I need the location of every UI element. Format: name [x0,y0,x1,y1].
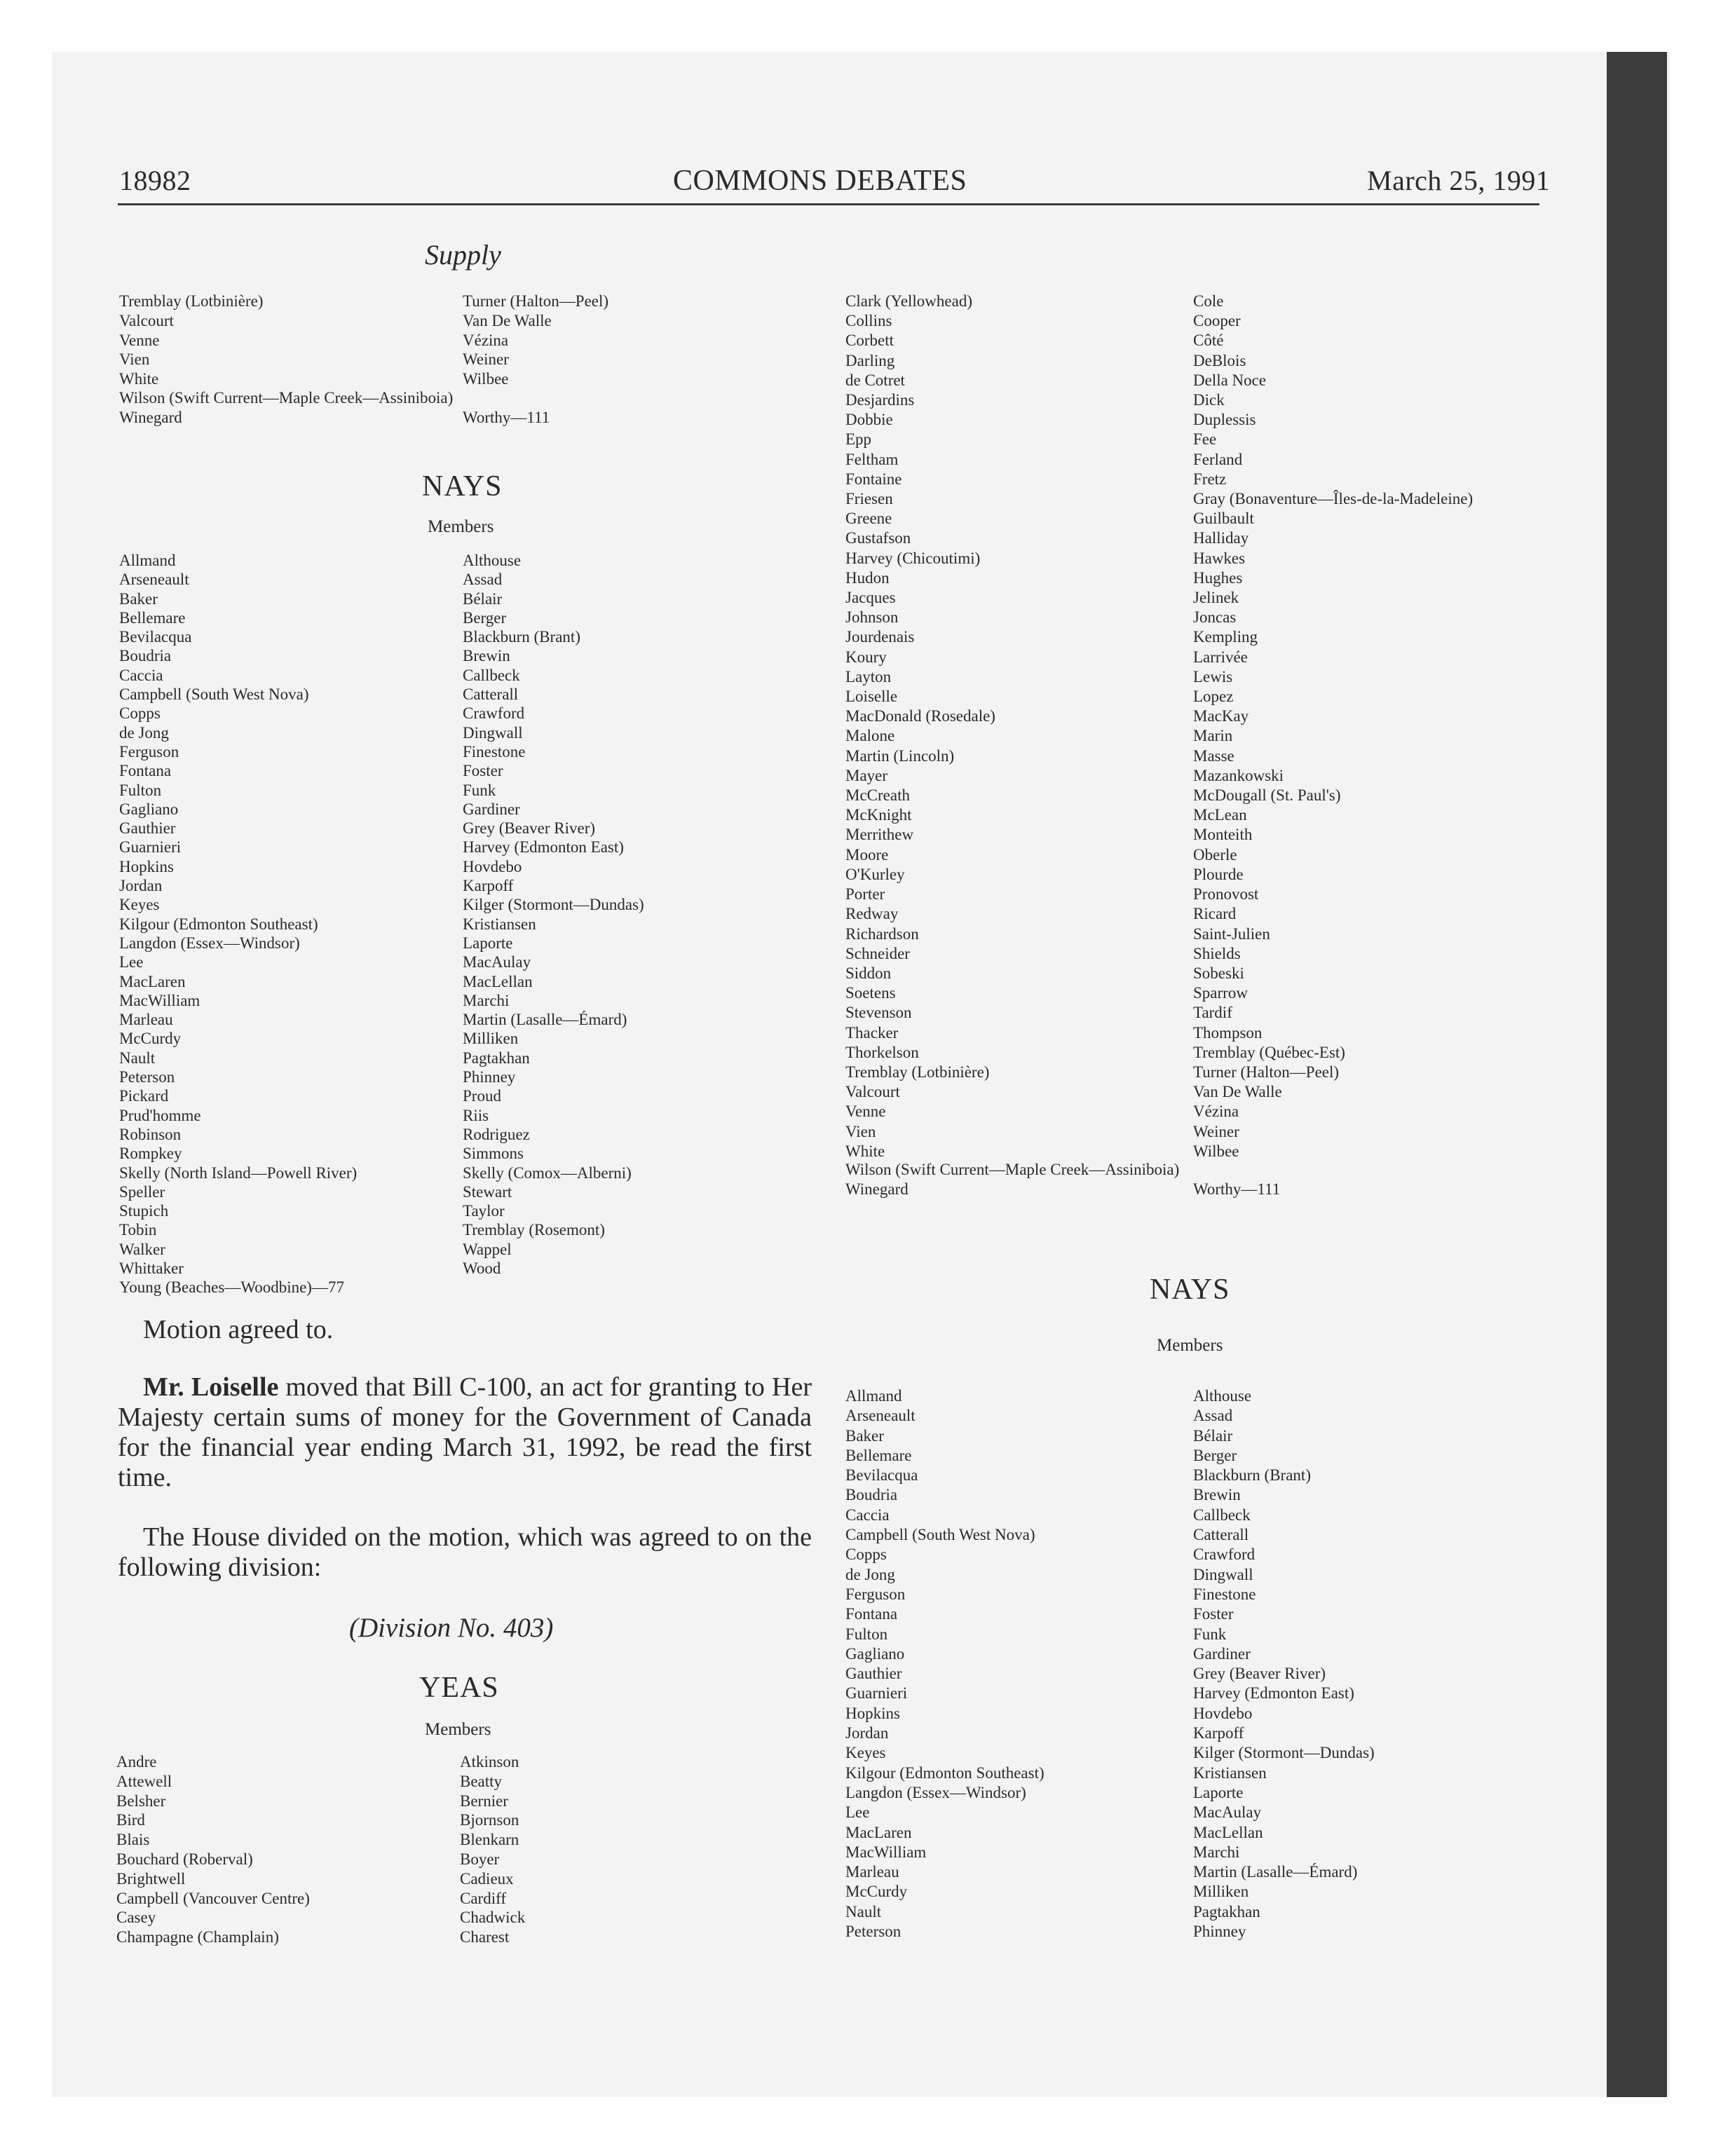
member-entry: Weiner [1193,1122,1239,1140]
member-entry: Blais [116,1831,150,1849]
wide-member-line: Wilson (Swift Current—Maple Creek—Assiniboia) [119,389,454,407]
member-entry: Stupich [119,1202,169,1220]
section-title: Supply [425,239,501,271]
member-entry: Fontana [119,762,172,780]
member-entry: Walker [119,1240,165,1258]
member-entry: Milliken [1193,1883,1249,1901]
member-entry: Jordan [845,1724,889,1742]
member-entry: Berger [463,608,507,627]
member-entry: Skelly (North Island—Powell River) [119,1164,358,1182]
member-entry: Mazankowski [1193,766,1284,784]
member-entry: Wilbee [463,370,509,388]
member-entry: McCurdy [119,1030,182,1048]
member-entry: Mayer [845,766,888,784]
member-entry: Halliday [1193,529,1249,547]
member-entry: Allmand [119,552,176,569]
member-entry: Shields [1193,944,1241,962]
right-yeas-col1 [845,292,995,1161]
member-entry: Beatty [460,1772,503,1790]
member-entry: Ferland [1193,450,1243,468]
member-entry: Kilgour (Edmonton Southeast) [119,915,318,933]
member-entry: Duplessis [1193,411,1256,429]
member-entry: Guarnieri [119,838,182,857]
member-entry: Venne [845,1103,886,1121]
member-entry: McCreath [845,786,910,805]
member-entry: Callbeck [1193,1506,1251,1524]
member-entry: Cole [1193,292,1224,310]
member-entry: Crawford [1193,1546,1256,1564]
member-entry: Casey [116,1909,156,1927]
member-entry: Vézina [1193,1103,1239,1121]
member-entry: Assad [463,571,503,589]
member-entry: Thompson [1193,1023,1263,1042]
member-entry: Rodriguez [463,1125,530,1143]
member-entry: Hughes [1193,568,1243,587]
member-entry: Speller [119,1182,165,1201]
member-entry: Harvey (Edmonton East) [1193,1684,1354,1703]
members-subheading: Members [1157,1336,1223,1355]
member-entry: Turner (Halton—Peel) [1193,1063,1340,1081]
member-entry: Weiner [463,350,509,369]
member-entry: Blackburn (Brant) [463,628,580,646]
member-entry: Allmand [845,1387,902,1405]
member-entry: Moore [845,845,889,864]
yeas-col2 [460,1752,525,1947]
member-entry: Gagliano [845,1644,905,1663]
member-entry: DeBlois [1193,351,1246,369]
member-entry: Finestone [1193,1585,1256,1603]
member-entry: Kilger (Stormont—Dundas) [1193,1744,1375,1762]
member-entry: Tremblay (Rosemont) [463,1221,605,1239]
member-entry: Joncas [1193,608,1237,627]
page-date: March 25, 1991 [1367,165,1551,196]
member-entry: Lee [845,1803,870,1822]
member-entry: McLean [1193,806,1247,824]
member-entry: Bélair [1193,1426,1233,1445]
member-entry: Catterall [1193,1526,1249,1544]
member-entry: Proud [463,1087,501,1105]
member-entry: Chadwick [460,1909,526,1927]
member-entry: Guarnieri [845,1684,908,1703]
member-entry: MacLellan [1193,1823,1263,1841]
top-yeas-col1 [119,292,263,389]
page-number: 18982 [119,165,191,196]
member-entry: Milliken [463,1030,519,1048]
member-entry: Tremblay (Québec-Est) [1193,1043,1345,1061]
member-entry: Karpoff [463,877,514,895]
member-entry: Nault [845,1902,882,1920]
member-entry: Dobbie [845,411,893,429]
member-entry: Gustafson [845,529,911,547]
member-entry: Caccia [119,666,163,684]
member-entry: Fulton [119,781,162,799]
member-entry: Oberle [1193,845,1237,864]
member-entry: Sparrow [1193,984,1248,1002]
member-entry: Young (Beaches—Woodbine)—77 [119,1278,344,1297]
nays2-col2 [1193,1386,1375,1942]
member-entry: Loiselle [845,688,898,706]
member-entry: Ferguson [119,742,179,760]
member-entry: Gauthier [845,1665,902,1683]
member-entry: Boudria [845,1486,898,1504]
member-entry: Sobeski [1193,964,1244,982]
member-entry: Baker [119,589,158,608]
member-entry: Hopkins [119,857,174,875]
motion-text: moved that Bill C-100, an act for granting to Her Majesty certain sums of money for the Government of Canada for the financial year ending March 31, 1992, be read the first time. [118,1372,812,1492]
members-subheading: Members [425,1720,491,1739]
member-entry: MacKay [1193,707,1249,725]
member-entry: Kilgour (Edmonton Southeast) [845,1763,1045,1782]
member-entry: Jelinek [1193,589,1239,607]
member-entry: Soetens [845,984,896,1002]
member-entry: Desjardins [845,391,915,409]
wide-member-line: Wilson (Swift Current—Maple Creek—Assiniboia) [845,1161,1180,1178]
yeas-col1 [116,1752,310,1947]
member-entry: Tobin [119,1221,157,1239]
member-entry: Jacques [845,589,896,607]
member-entry: Foster [1193,1605,1234,1623]
member-entry: Langdon (Essex—Windsor) [845,1783,1026,1801]
member-entry: Champagne (Champlain) [116,1928,279,1946]
member-entry: Blackburn (Brant) [1193,1466,1311,1485]
member-entry: MacDonald (Rosedale) [845,707,995,725]
member-entry: Porter [845,885,885,903]
member-entry: de Cotret [845,371,905,389]
member-entry: Funk [463,781,496,799]
member-entry: Gardiner [1193,1644,1251,1663]
member-entry: Caccia [845,1506,890,1524]
member-entry: Thacker [845,1023,899,1042]
member-entry: Fee [1193,430,1217,449]
member-entry: Monteith [1193,826,1253,844]
member-entry: Winegard [119,409,182,426]
member-entry: Karpoff [1193,1724,1244,1742]
member-entry: Schneider [845,944,910,962]
member-entry: Clark (Yellowhead) [845,292,972,310]
member-entry: Valcourt [845,1083,900,1101]
member-entry: Redway [845,905,899,923]
member-entry: Bellemare [845,1446,912,1464]
member-entry: Kristiansen [1193,1763,1267,1782]
member-entry: Nault [119,1049,156,1067]
member-entry: Della Noce [1193,371,1267,389]
member-entry: Hudon [845,568,890,587]
member-entry: Arseneault [845,1407,916,1425]
member-entry: Pronovost [1193,885,1259,903]
nays-heading: NAYS [1150,1274,1230,1306]
member-entry: MacLaren [845,1823,912,1841]
member-entry: Jordan [119,877,163,895]
member-entry: Funk [1193,1625,1227,1643]
member-entry: Attewell [116,1772,172,1790]
member-entry: Vien [119,350,150,369]
motion-agreed: Motion agreed to. [143,1315,334,1344]
member-entry: White [845,1142,885,1160]
header-rule [118,203,1539,205]
member-entry: Baker [845,1426,884,1445]
member-entry: Malone [845,727,895,745]
binding-edge [1607,52,1667,2097]
member-entry: Belsher [116,1792,166,1810]
member-entry: Skelly (Comox—Alberni) [463,1164,632,1182]
members-subheading: Members [428,517,494,536]
member-entry: Boyer [460,1850,500,1868]
member-entry: Gray (Bonaventure—Îles-de-la-Madeleine) [1193,490,1474,508]
member-entry: Hovdebo [463,857,522,875]
member-entry: MacAulay [463,953,531,971]
member-entry: Dingwall [463,723,523,742]
member-entry: Siddon [845,964,892,982]
member-entry: Boudria [119,647,172,665]
member-entry: Althouse [1193,1387,1252,1405]
member-entry: Peterson [119,1068,175,1086]
member-entry: Masse [1193,746,1234,765]
member-entry: Phinney [1193,1923,1246,1941]
member-entry: Brewin [1193,1486,1241,1504]
member-entry: Bélair [463,589,503,608]
member-entry: Grey (Beaver River) [463,819,596,838]
member-entry: Brightwell [116,1869,186,1888]
member-entry: Langdon (Essex—Windsor) [119,934,300,952]
member-entry: Hovdebo [1193,1704,1253,1722]
division-paragraph: The House divided on the motion, which was agreed to on the following division: [118,1522,812,1582]
member-entry: Andre [116,1753,157,1770]
member-entry: McKnight [845,806,912,824]
member-entry: Phinney [463,1068,516,1086]
member-entry: Keyes [845,1744,886,1762]
member-entry: Stevenson [845,1004,912,1022]
member-entry: Dingwall [1193,1565,1253,1583]
member-entry: Simmons [463,1145,524,1163]
member-entry: Lewis [1193,667,1233,685]
member-entry: Laporte [1193,1783,1244,1801]
member-entry: Copps [119,704,161,723]
member-entry: Bevilacqua [845,1466,918,1485]
member-entry: Assad [1193,1407,1233,1425]
nays2-col1 [845,1386,1045,1942]
member-entry: Johnson [845,608,899,627]
member-entry: Tremblay (Lotbinière) [119,292,264,310]
nays-col1 [119,551,357,1297]
member-entry: Darling [845,351,895,369]
member-entry: Copps [845,1546,887,1564]
member-entry: White [119,370,159,388]
member-entry: Friesen [845,490,893,508]
member-entry: Finestone [463,742,526,760]
member-entry: MacAulay [1193,1803,1262,1822]
member-entry: Côté [1193,332,1224,350]
member-entry: Kristiansen [463,915,536,933]
member-entry: Merrithew [845,826,914,844]
member-entry: Lee [119,953,144,971]
member-entry: Fretz [1193,470,1227,488]
member-entry: Whittaker [119,1259,184,1277]
member-entry: Ferguson [845,1585,906,1603]
member-entry: Richardson [845,925,919,943]
member-entry: Fontaine [845,470,902,488]
member-entry: Harvey (Chicoutimi) [845,549,981,567]
member-entry: Vien [845,1122,876,1140]
member-entry: O'Kurley [845,865,905,883]
member-entry: Marleau [845,1863,899,1881]
member-entry: Wood [463,1259,501,1277]
member-entry: Winegard [845,1180,909,1198]
member-entry: Pickard [119,1087,169,1105]
vote-total: Worthy—111 [463,409,550,426]
member-entry: Bernier [460,1792,508,1810]
member-entry: Pagtakhan [1193,1902,1260,1920]
member-entry: Crawford [463,704,525,723]
member-entry: Gauthier [119,819,176,838]
member-entry: Bouchard (Roberval) [116,1850,253,1868]
member-entry: Valcourt [119,311,174,329]
division-label: (Division No. 403) [349,1613,554,1643]
member-entry: Marin [1193,727,1233,745]
member-entry: Martin (Lasalle—Émard) [1193,1863,1358,1881]
member-entry: MacLellan [463,972,533,990]
member-entry: Kempling [1193,628,1258,646]
member-entry: Prud'homme [119,1106,201,1124]
member-entry: Collins [845,312,892,330]
member-entry: Feltham [845,450,899,468]
member-entry: Catterall [463,685,519,704]
member-entry: Stewart [463,1182,512,1201]
member-entry: Bird [116,1811,145,1829]
member-entry: Bellemare [119,608,186,627]
member-entry: Venne [119,331,160,349]
member-entry: Peterson [845,1923,901,1941]
member-entry: Epp [845,430,872,449]
member-entry: Cooper [1193,312,1241,330]
member-entry: Greene [845,510,892,528]
member-entry: MacLaren [119,972,186,990]
member-entry: Ricard [1193,905,1237,923]
member-entry: McCurdy [845,1883,908,1901]
member-entry: MacWilliam [845,1843,927,1861]
member-entry: Koury [845,648,887,666]
member-entry: Van De Walle [1193,1083,1282,1101]
member-entry: Pagtakhan [463,1049,530,1067]
member-entry: Hawkes [1193,549,1246,567]
member-entry: de Jong [119,723,169,742]
member-entry: Gagliano [119,800,179,818]
speaker-name: Mr. Loiselle [143,1372,279,1402]
vote-total: Worthy—111 [1193,1180,1281,1198]
member-entry: Martin (Lincoln) [845,746,955,765]
member-entry: Campbell (Vancouver Centre) [116,1889,310,1907]
member-entry: Laporte [463,934,513,952]
member-entry: Tremblay (Lotbinière) [845,1063,990,1081]
member-entry: Turner (Halton—Peel) [463,292,609,310]
member-entry: Layton [845,667,892,685]
motion-paragraph [118,1372,812,1493]
member-entry: Jourdenais [845,628,915,646]
member-entry: Vézina [463,331,509,349]
member-entry: Bjornson [460,1811,519,1829]
member-entry: Foster [463,762,503,780]
member-entry: Riis [463,1106,489,1124]
member-entry: Rompkey [119,1145,182,1163]
member-entry: Van De Walle [463,311,552,329]
member-entry: de Jong [845,1565,895,1583]
member-entry: Hopkins [845,1704,900,1722]
member-entry: Thorkelson [845,1043,919,1061]
member-entry: Larrivée [1193,648,1248,666]
member-entry: Bevilacqua [119,628,192,646]
member-entry: Gardiner [463,800,520,818]
member-entry: Wilbee [1193,1142,1239,1160]
member-entry: Fontana [845,1605,898,1623]
member-entry: Callbeck [463,666,520,684]
member-entry: Charest [460,1928,510,1946]
member-entry: Martin (Lasalle—Émard) [463,1011,627,1029]
member-entry: Grey (Beaver River) [1193,1665,1326,1683]
member-entry: Campbell (South West Nova) [119,685,309,704]
member-entry: Saint-Julien [1193,925,1270,943]
member-entry: Robinson [119,1125,182,1143]
member-entry: Corbett [845,332,894,350]
member-entry: Guilbault [1193,510,1254,528]
member-entry: Lopez [1193,688,1234,706]
member-entry: Marleau [119,1011,173,1029]
nays-col2 [463,551,644,1278]
member-entry: Tardif [1193,1004,1232,1022]
nays-heading: NAYS [422,470,503,503]
member-entry: Keyes [119,896,160,914]
yeas-heading: YEAS [419,1672,499,1704]
member-entry: Taylor [463,1202,505,1220]
member-entry: Cardiff [460,1889,507,1907]
member-entry: Harvey (Edmonton East) [463,838,624,857]
member-entry: Arseneault [119,571,189,589]
member-entry: Kilger (Stormont—Dundas) [463,896,644,914]
member-entry: Cadieux [460,1869,514,1888]
member-entry: Marchi [463,991,510,1009]
member-entry: Dick [1193,391,1225,409]
member-entry: McDougall (St. Paul's) [1193,786,1341,805]
member-entry: Wappel [463,1240,512,1258]
member-entry: Althouse [463,552,522,569]
member-entry: Campbell (South West Nova) [845,1526,1035,1544]
member-entry: Marchi [1193,1843,1240,1861]
member-entry: Berger [1193,1446,1237,1464]
top-yeas-col2 [463,292,608,389]
publication-title: COMMONS DEBATES [673,165,967,197]
member-entry: Blenkarn [460,1831,519,1849]
member-entry: Fulton [845,1625,888,1643]
right-yeas-col2 [1193,292,1473,1161]
member-entry: Plourde [1193,865,1244,883]
member-entry: Brewin [463,647,510,665]
member-entry: Atkinson [460,1753,519,1770]
member-entry: MacWilliam [119,991,200,1009]
